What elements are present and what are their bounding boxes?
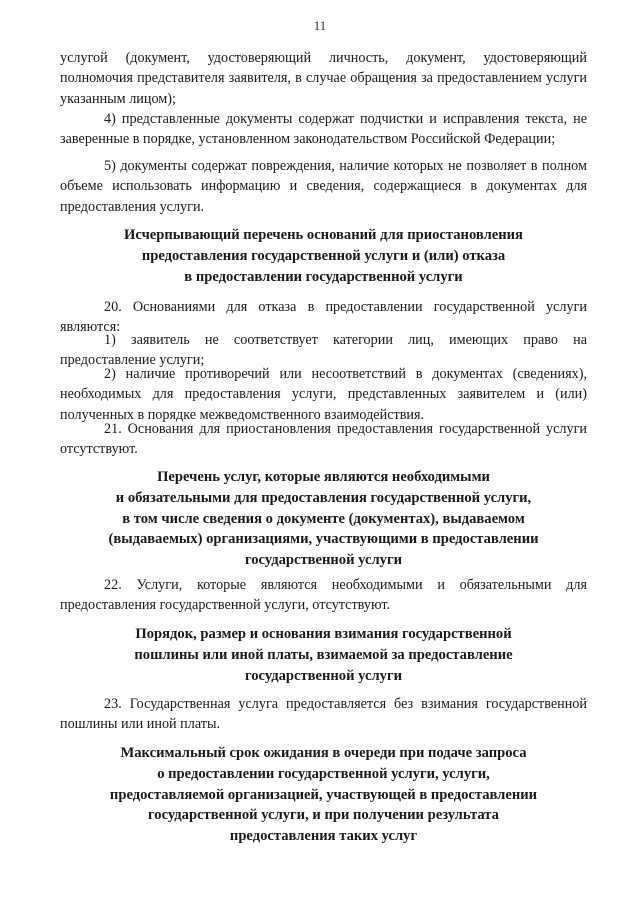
paragraph-21: 21. Основания для приостановления предоставления государственной услуги отсутствуют. (60, 421, 587, 458)
paragraph-23: 23. Государственная услуга предоставляется без взимания государственной пошлины или иной платы. (60, 696, 587, 733)
heading-line: Максимальный срок ожидания в очереди при подаче запроса (120, 745, 527, 761)
heading-line: (выдаваемых) организациями, участвующими в предоставлении (108, 531, 539, 548)
heading-line: государственной услуги, и при получении результата (148, 807, 499, 824)
paragraph-22: 22. Услуги, которые являются необходимыми и обязательными для предоставления государственной услуги, отсутствуют. (60, 577, 587, 614)
heading-line: Перечень услуг, которые являются необходимыми (157, 469, 490, 485)
section-heading-fees (60, 624, 587, 686)
section-heading-required-services (60, 467, 587, 571)
paragraph-20: 20. Основаниями для отказа в предоставлении государственной услуги являются: (60, 299, 587, 336)
paragraph-20-item-1: 1) заявитель не соответствует категории лиц, имеющих право на предоставление услуги; (60, 332, 587, 369)
heading-line: предоставления таких услуг (229, 828, 418, 845)
heading-line: о предоставлении государственной услуги, услуги, (157, 765, 490, 782)
paragraph-item-5: 5) документы содержат повреждения, наличие которых не позволяет в полном объеме использовать информацию и сведения, содержащиеся в документах для предоставления услуги. (60, 158, 587, 215)
section-heading-waiting-time (60, 743, 587, 847)
heading-line: предоставления государственной услуги и (или) отказа (141, 247, 506, 264)
heading-line: в том числе сведения о документе (документах), выдаваемом (122, 510, 525, 527)
page-number: 11 (313, 18, 327, 33)
section-heading-grounds-refusal (60, 225, 587, 287)
heading-line: государственной услуги (244, 667, 403, 684)
paragraph-item-4: 4) представленные документы содержат подчистки и исправления текста, не заверенные в порядке, установленном законодательством Российской Федерации; (60, 111, 587, 148)
heading-line: государственной услуги (244, 552, 403, 569)
paragraph-20-item-2: 2) наличие противоречий или несоответствий в документах (сведениях), необходимых для предоставления услуги, представленных заявителем и (или) полученных в порядке межведомственного взаимодействия. (60, 366, 587, 423)
heading-line: в предоставлении государственной услуги (184, 268, 463, 285)
heading-line: предоставляемой организацией, участвующей в предоставлении (109, 786, 538, 803)
paragraph-continuation: услугой (документ, удостоверяющий личность, документ, удостоверяющий полномочия представителя заявителя, в случае обращения за предоставлением услуги указанным лицом); (60, 50, 587, 107)
heading-line: пошлины или иной платы, взимаемой за предоставление (134, 646, 513, 663)
heading-line: и обязательными для предоставления государственной услуги, (115, 489, 532, 506)
heading-line: Исчерпывающий перечень оснований для приостановления (124, 227, 523, 243)
heading-line: Порядок, размер и основания взимания государственной (135, 626, 512, 642)
